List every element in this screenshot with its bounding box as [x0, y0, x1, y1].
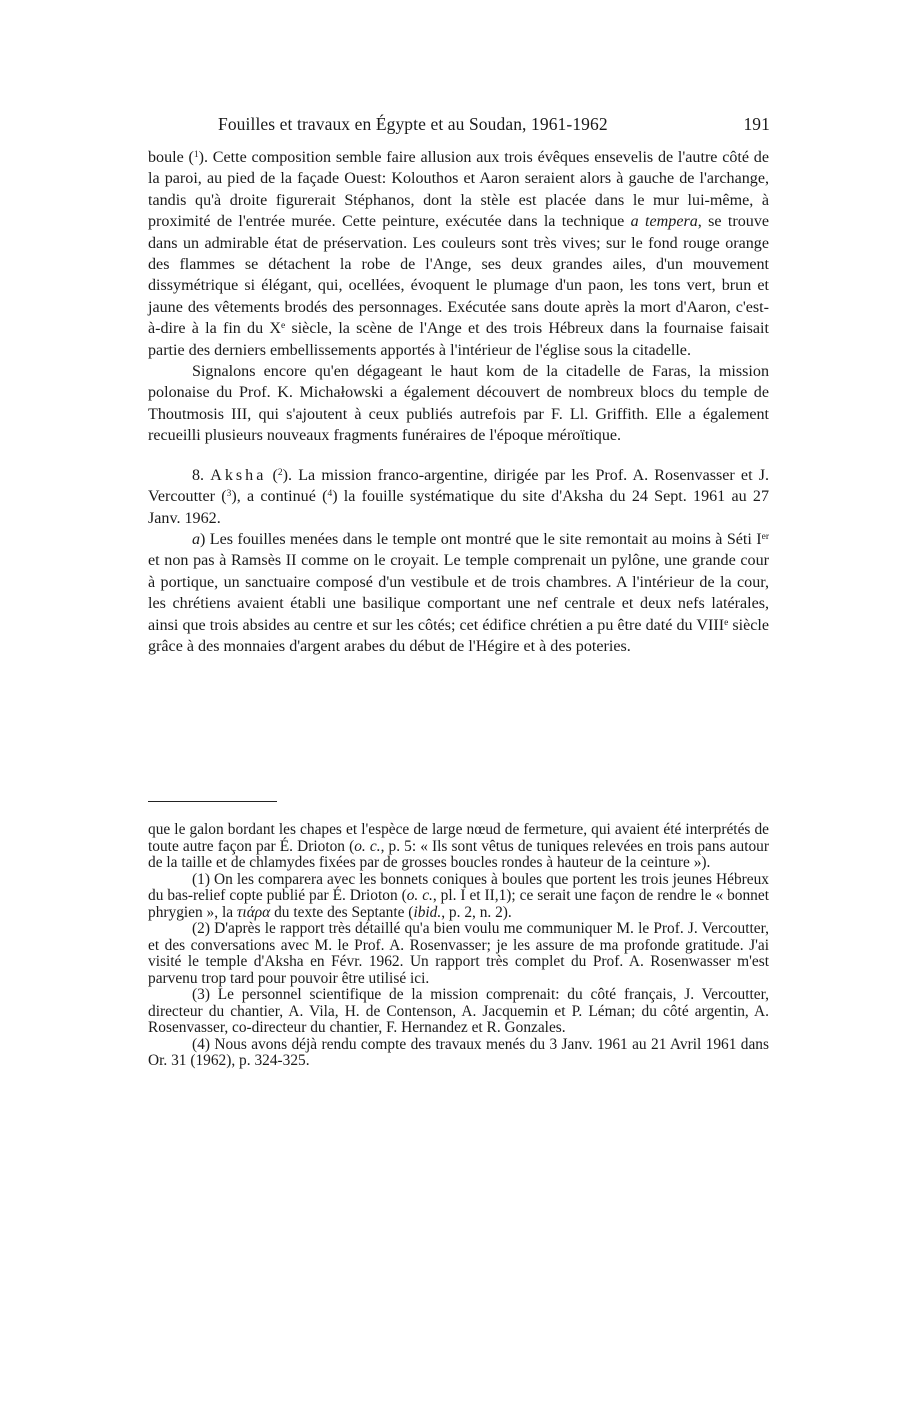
italic-ref: ibid. — [413, 903, 442, 921]
footnote-number: (1) — [192, 870, 210, 888]
footnote-1 — [148, 872, 769, 922]
footnote-ref: 2 — [277, 467, 283, 478]
text-run: On les comparera avec les bonnets coniques à boules que portent les trois jeunes Hébreux du bas-relief copte publié par É. Drioton ( — [148, 870, 769, 904]
superscript: er — [761, 531, 769, 542]
text-run: du texte des Septante ( — [270, 903, 414, 921]
text-run: D'après le rapport très détaillé qu'a bien voulu me communiquer M. le Prof. J. Vercoutter, et des conversations avec M. le Prof. A. Rosenvasser; je les assure de ma profonde gratitude. J'ai visité le temple d'Aksha en Févr. 1962. Un rapport très complet du Prof. A. Rosenwasser m'est parvenu trop tard pour pouvoir être utilisé ici. — [148, 920, 769, 987]
running-header — [218, 114, 770, 138]
text-run: ). Cette composition semble faire allusion aux trois évêques ensevelis de l'autre côté de la paroi, au pied de la façade Ouest: Kolouthos et Aaron seraient alors à gauche de l'archange, tandis qu'à droite figurerait Stéphanos, dont la stèle est placée dans le mur lui-même, à proximité de l'entrée murée. Cette peinture, exécutée dans la technique — [148, 149, 769, 231]
footnote-ref: 4 — [327, 489, 333, 500]
main-text — [148, 147, 769, 657]
italic-ref: o. c. — [406, 887, 433, 904]
footnotes — [148, 822, 769, 1070]
italic-ref: o. c. — [354, 837, 381, 855]
text-run: ) la fouille systématique du site d'Aksha du 24 Sept. 1961 au 27 Janv. 1962. — [148, 488, 770, 527]
paragraph-3 — [148, 465, 769, 529]
footnote-separator — [148, 801, 277, 802]
text-run: et non pas à Ramsès II comme on le croyait. Le temple comprenait un pylône, une grande cour à portique, un sanctuaire composé d'un vestibule et de trois chambres. A l'intérieur de la cour, les chrétiens avaient établi une basilique comportant une nef centrale et deux nefs latérales, ainsi que trois absides au centre et sur les côtés; cet édifice chrétien a pu être daté du VIII — [148, 552, 769, 634]
text-run: que le galon bordant les chapes et l'espèce de large nœud de fermeture, qui avaient été interprétés de toute autre façon par É. Drioton ( — [148, 821, 769, 855]
text-run: , p. 2, n. 2). — [441, 903, 512, 921]
text-run: ) Les fouilles menées dans le temple ont montré que le site remontait au moins à Séti I — [200, 530, 762, 548]
greek-term: τιάρα — [236, 903, 271, 921]
footnote-3 — [148, 987, 769, 1037]
text-run: siècle, la scène de l'Ange et des trois Hébreux dans la fournaise faisait partie des derniers embellissements apportés à l'intérieur de l'église sous la citadelle. — [148, 320, 769, 359]
text-run: , se trouve dans un admirable état de préservation. Les couleurs sont très vives; sur le fond rouge orange des flammes se détachent la robe de l'Ange, ses deux grandes ailes, d'un mouvement dissymétrique si élégant, qui, ocellées, évoquent le plumage d'un paon, les tons vert, brun et jaune des vêtements brodés des personnages. Exécutée sans doute après la mort d'Aaron, c'est-à-dire à la fin du X — [148, 213, 770, 338]
footnote-ref: 1 — [193, 150, 199, 160]
section-heading-aksha: Aksha — [210, 466, 267, 484]
text-run: boule ( — [148, 149, 194, 166]
running-title: Fouilles et travaux en Égypte et au Soudan, 1961-1962 — [218, 114, 608, 134]
text-run: ( — [266, 466, 278, 484]
footnote-4 — [148, 1037, 769, 1070]
text-run: Nous avons déjà rendu compte des travaux menés du 3 Janv. 1961 au 21 Avril 1961 dans Or. 31 (1962), p. 324-325. — [148, 1035, 769, 1069]
text-run: ). La mission franco-argentine, dirigée par les Prof. A. Rosenvasser et J. Vercoutter ( — [148, 466, 770, 506]
page-number: 191 — [743, 114, 770, 134]
text-run: Le personnel scientifique de la mission comprenait: du côté français, J. Vercoutter, directeur du chantier, A. Vila, H. de Contenson, A. Jacquemin et P. Léman; du côté argentin, A. Rosenvasser, co-directeur du chantier, F. Hernandez et R. Gonzales. — [148, 986, 769, 1036]
paragraph-2: Signalons encore qu'en dégageant le haut kom de la citadelle de Faras, la mission polonaise du Prof. K. Michałowski a également découvert de nombreux blocs du temple de Thoutmosis III, qui s'ajoutent à ceux publiés autrefois par F. Ll. Griffith. Elle a également recueilli plusieurs nouveaux fragments funéraires de l'époque méroïtique. — [148, 363, 769, 445]
text-run: 8. — [192, 466, 211, 484]
footnote-number: (4) — [192, 1035, 210, 1053]
paragraph-1 — [148, 147, 769, 361]
text-run: , pl. I et II,1); ce serait une façon de rendre le « bonnet phrygien », la — [148, 887, 769, 921]
paragraph-4 — [148, 529, 769, 657]
item-marker: a — [192, 530, 201, 548]
footnote-ref: 3 — [226, 489, 232, 500]
footnote-number: (3) — [192, 986, 210, 1003]
text-run: ), a continué ( — [231, 488, 328, 506]
footnote-number: (2) — [192, 920, 210, 937]
text-run: , p. 5: « Ils sont vêtus de tuniques relevées en trois pans autour de la taille et de chlamydes fixées par de grosses boucles rondes à hauteur de la ceinture »). — [148, 837, 769, 871]
footnote-2 — [148, 921, 769, 987]
italic-term: a tempera — [630, 213, 698, 231]
text-run: siècle grâce à des monnaies d'argent arabes du début de l'Hégire et à des poteries. — [148, 616, 770, 655]
footnote-continuation — [148, 822, 769, 872]
superscript: e — [724, 617, 729, 628]
superscript: e — [281, 321, 286, 332]
